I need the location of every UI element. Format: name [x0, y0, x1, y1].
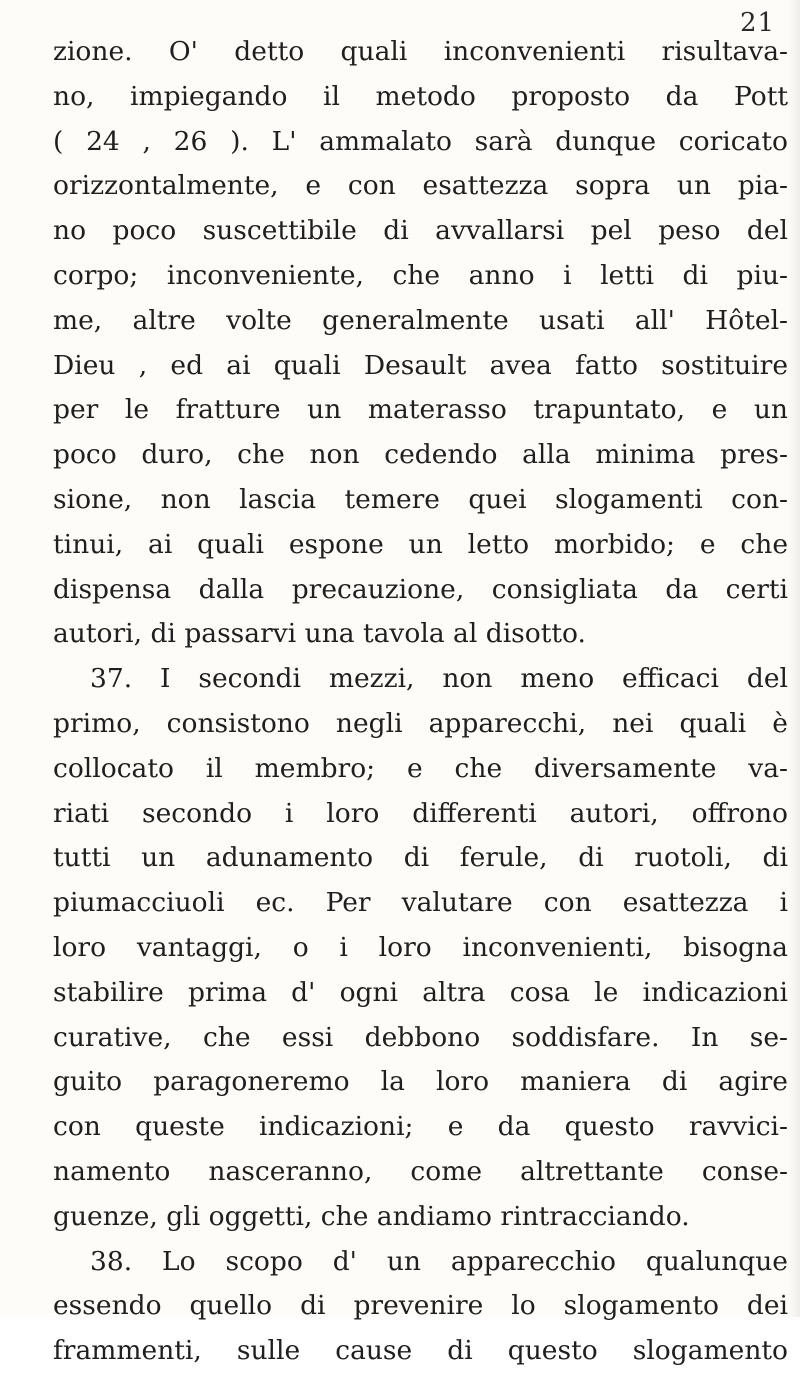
text-line: curative, che essi debbono soddisfare. In se-	[53, 1021, 788, 1053]
text-line: poco duro, che non cedendo alla minima pres-	[53, 439, 788, 471]
text-line: guito paragoneremo la loro maniera di agire	[53, 1066, 788, 1098]
text-line: essendo quello di prevenire lo slogamento dei	[53, 1290, 788, 1322]
text-line: zione. O' detto quali inconvenienti risultava-	[53, 36, 788, 67]
paragraph-37-start: 37. I secondi mezzi, non meno efficaci del	[90, 663, 788, 695]
text-line: orizzontalmente, e con esattezza sopra un pia-	[53, 170, 788, 202]
text-line: no, impiegando il metodo proposto da Pott	[53, 80, 788, 112]
text-line: con queste indicazioni; e da questo ravvici-	[53, 1111, 788, 1143]
text-line: me, altre volte generalmente usati all' Hôtel-	[53, 304, 788, 336]
paragraph-38-start: 38. Lo scopo d' un apparecchio qualunque	[90, 1245, 788, 1277]
text-line: no poco suscettibile di avvallarsi pel peso del	[53, 215, 788, 247]
text-line: dispensa dalla precauzione, consigliata da certi	[53, 573, 788, 605]
text-line: ( 24 , 26 ). L' ammalato sarà dunque coricato	[53, 125, 788, 157]
body-text	[53, 30, 788, 1374]
text-line: namento nasceranno, come altrettante conse-	[53, 1155, 788, 1187]
text-line: guenze, gli oggetti, che andiamo rintracciando.	[53, 1200, 690, 1232]
text-line: tutti un adunamento di ferule, di ruotoli, di	[53, 842, 788, 874]
text-line: stabilire prima d' ogni altra cosa le indicazioni	[53, 976, 788, 1008]
text-line: per le fratture un materasso trapuntato, e un	[53, 394, 788, 426]
text-line: riati secondo i loro differenti autori, offrono	[53, 797, 788, 829]
text-line: autori, di passarvi una tavola al disotto.	[53, 618, 586, 650]
text-line: Dieu , ed ai quali Desault avea fatto sostituire	[53, 349, 788, 381]
page-edge-shadow	[788, 0, 800, 1317]
text-line: frammenti, sulle cause di questo slogamento	[53, 1335, 788, 1367]
text-line: primo, consistono negli apparecchi, nei quali è	[53, 707, 788, 739]
page-number: 21	[740, 8, 776, 38]
text-line: collocato il membro; e che diversamente va-	[53, 752, 788, 784]
text-line: loro vantaggi, o i loro inconvenienti, bisogna	[53, 931, 788, 963]
text-line: piumacciuoli ec. Per valutare con esattezza i	[53, 887, 788, 919]
text-line: corpo; inconveniente, che anno i letti di piu-	[53, 259, 788, 291]
text-line: tinui, ai quali espone un letto morbido; e che	[53, 528, 788, 560]
text-line: sione, non lascia temere quei slogamenti con-	[53, 483, 788, 515]
